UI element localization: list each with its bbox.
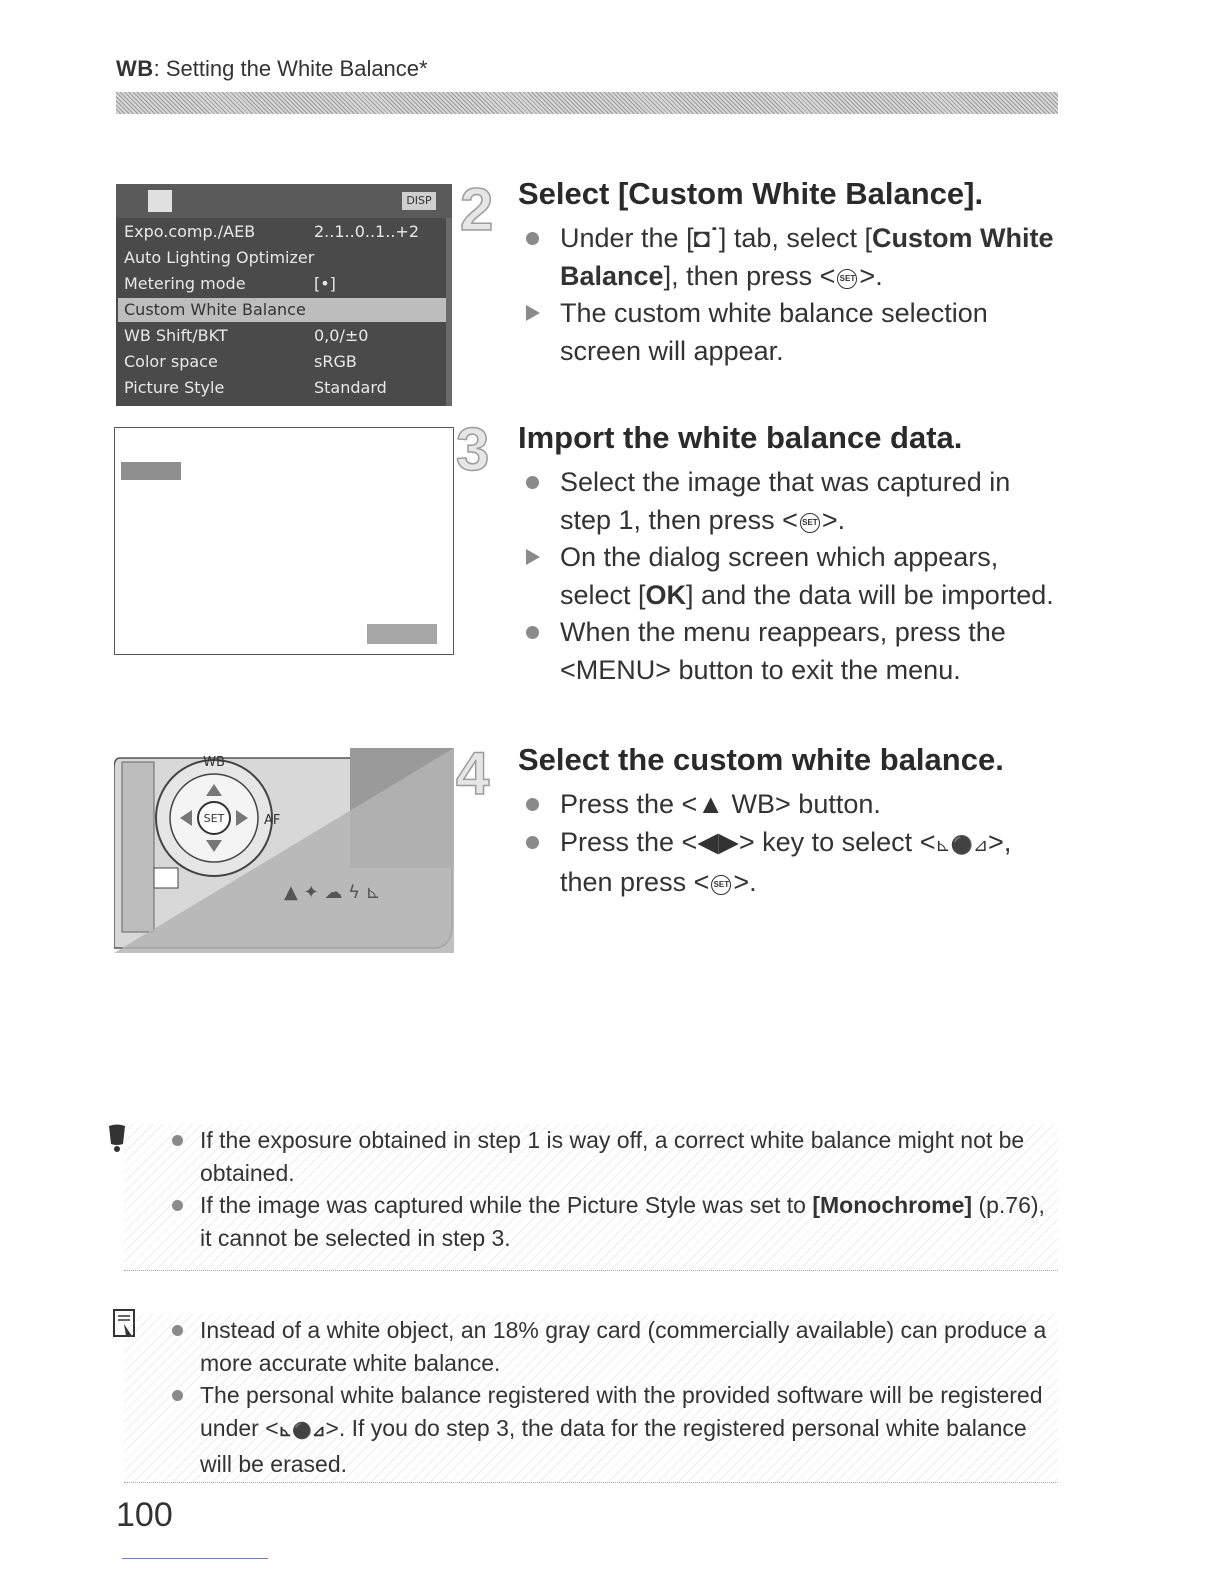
bullet-icon [526,232,539,245]
step-2-title: Select [Custom White Balance]. [518,176,984,211]
menu-row-selected: Custom White Balance [118,298,452,322]
menu-row: Metering mode [•] [124,274,336,293]
step-3-body [524,464,1064,689]
list-item: Under the [◘˙] tab, select [Custom White Balance], then press < SET >. [524,220,1064,295]
memo-note [124,1314,1058,1483]
image-select-screenshot [114,427,454,655]
bullet-icon [526,626,539,639]
list-item: If the exposure obtained in step 1 is way off, a correct white balance might not be obtained. [124,1124,1058,1189]
list-item: The custom white balance selection screen will appear. [524,295,1064,370]
step-3-title: Import the white balance data. [518,420,963,455]
dial-af-label: AF [264,813,281,828]
bullet-icon [526,476,539,489]
advanced-star: * [419,56,428,81]
list-item: If the image was captured while the Picture Style was set to [Monochrome] (p.76), it cannot be selected in step 3. [124,1189,1058,1254]
menu-row: Expo.comp./AEB 2..1..0..1..+2 [124,222,419,241]
list-item: Press the <◀▶> key to select <⊾⚫⊿>, then press < SET >. [524,824,1064,902]
svg-text:▲ ✦ ☁ ϟ ⊾: ▲ ✦ ☁ ϟ ⊾ [284,882,381,903]
list-item: The personal white balance registered with the provided software will be registered under <⊾⚫⊿>. If you do step 3, the data for the registered personal white balance will be erased. [124,1379,1058,1481]
set-button-icon: SET [800,513,820,533]
list-item: Select the image that was captured in step 1, then press < SET >. [524,464,1064,539]
header-rule [116,92,1058,114]
header-title-text: : Setting the White Balance [153,56,420,81]
result-arrow-icon [526,305,540,321]
caution-note [124,1124,1058,1271]
camera-back-illustration [114,748,454,953]
list-item: Press the <▲ WB> button. [524,786,1064,824]
step-4-body [524,786,1064,902]
step-2-number: 2 [460,176,494,243]
list-item: On the dialog screen which appears, select [OK] and the data will be imported. [524,539,1064,614]
step-2-body [524,220,1064,370]
result-arrow-icon [526,549,540,565]
camera-menu-screenshot [116,184,452,406]
menu-row: Color space sRGB [124,352,357,371]
bullet-icon [172,1390,183,1401]
shooting-tab-symbol: ◘˙ [693,223,719,253]
bullet-icon [172,1135,183,1146]
shooting-tab-icon [148,190,172,212]
step-4-title: Select the custom white balance. [518,742,1004,777]
dial-set-label: SET [203,812,225,825]
menu-row: WB Shift/BKT 0,0/±0 [124,326,369,345]
list-item: When the menu reappears, press the <MENU> button to exit the menu. [524,614,1064,689]
set-button-icon: SET [837,269,857,289]
menu-scrollbar [446,218,452,406]
menu-row: Auto Lighting Optimizer [124,248,315,267]
bullet-icon [526,836,539,849]
set-button-icon: SET [711,875,731,895]
menu-badge [367,624,437,644]
dial-wb-label: WB [203,755,225,770]
camera-dial-drawing [114,748,454,953]
menu-row: Picture Style Standard [124,378,387,397]
custom-wb-symbol: ⊾⚫⊿ [935,834,989,855]
menu-tab-strip [116,184,452,218]
step-4-number: 4 [456,740,490,807]
step-3-number: 3 [456,416,490,483]
disp-badge: DISP [402,192,436,210]
bullet-icon [172,1200,183,1211]
list-item: Instead of a white object, an 18% gray card (commercially available) can produce a more accurate white balance. [124,1314,1058,1379]
wb-badge [121,462,181,480]
custom-wb-symbol: ⊾⚫⊿ [278,1422,326,1440]
bullet-icon [172,1325,183,1336]
footer-rule [122,1558,268,1559]
bullet-icon [526,798,539,811]
page-number: 100 [116,1496,173,1534]
page-header-title [116,56,428,82]
wb-symbol: WB [116,56,154,81]
